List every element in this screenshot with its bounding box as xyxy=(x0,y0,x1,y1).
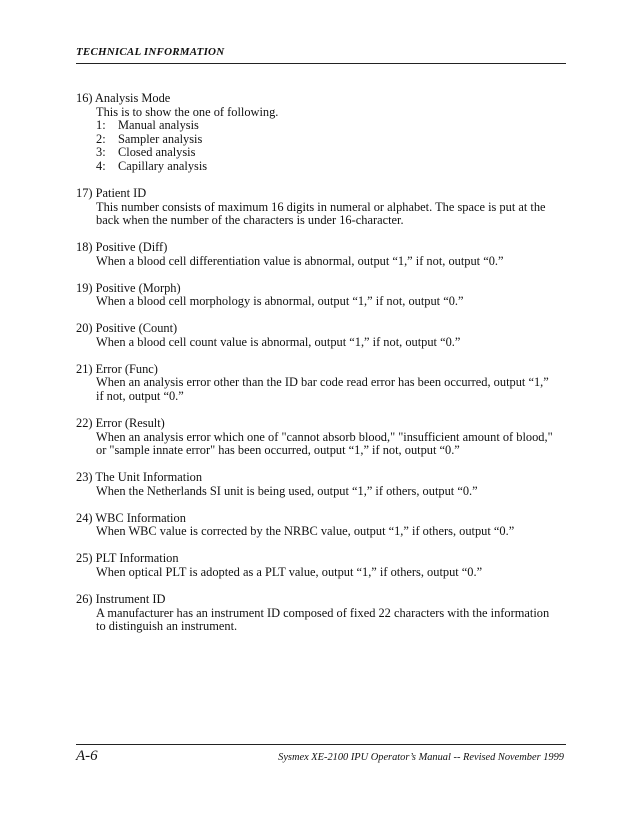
option-row xyxy=(76,119,566,133)
item-body-line: back when the number of the characters is under 16-character. xyxy=(96,213,404,228)
item-body-line: to distinguish an instrument. xyxy=(96,619,238,634)
option-row xyxy=(76,160,566,174)
item-body-line: When a blood cell morphology is abnormal, output “1,” if not, output “0.” xyxy=(96,294,464,309)
page-number: A-6 xyxy=(76,748,98,764)
item-unit-information xyxy=(76,471,566,498)
item-body-line: A manufacturer has an instrument ID composed of fixed 22 characters with the information xyxy=(96,605,550,620)
option-label: Capillary analysis xyxy=(118,158,208,173)
item-title: 16) Analysis Mode xyxy=(76,91,171,105)
item-positive-count xyxy=(76,322,566,349)
footer-rule xyxy=(76,744,566,745)
item-body-line: When an analysis error other than the ID bar code read error has been occurred, output “1,” xyxy=(96,375,549,390)
item-body-line: This number consists of maximum 16 digits in numeral or alphabet. The space is put at the xyxy=(96,199,546,214)
item-title: 26) Instrument ID xyxy=(76,591,166,606)
item-title: 17) Patient ID xyxy=(76,185,147,200)
item-patient-id xyxy=(76,187,566,228)
option-row xyxy=(76,133,566,147)
item-body-line: When a blood cell differentiation value is abnormal, output “1,” if not, output “0.” xyxy=(96,253,504,268)
item-title: 22) Error (Result) xyxy=(76,416,165,431)
item-title: 19) Positive (Morph) xyxy=(76,280,181,295)
item-title: 23) The Unit Information xyxy=(76,470,203,485)
item-body-line: if not, output “0.” xyxy=(96,389,184,404)
item-title: 20) Positive (Count) xyxy=(76,321,178,336)
item-title: 25) PLT Information xyxy=(76,551,179,566)
item-error-func xyxy=(76,363,566,404)
item-plt-information xyxy=(76,552,566,579)
item-title: 21) Error (Func) xyxy=(76,361,158,376)
option-row xyxy=(76,146,566,160)
item-positive-morph xyxy=(76,282,566,309)
item-positive-diff xyxy=(76,241,566,268)
item-body-line: When WBC value is corrected by the NRBC value, output “1,” if others, output “0.” xyxy=(96,524,515,539)
option-label: Closed analysis xyxy=(118,145,196,160)
item-body-line: When the Netherlands SI unit is being used, output “1,” if others, output “0.” xyxy=(96,483,478,498)
option-number: 4: xyxy=(96,158,106,173)
item-title: 18) Positive (Diff) xyxy=(76,240,168,255)
item-wbc-information xyxy=(76,512,566,539)
option-label: Manual analysis xyxy=(118,118,199,133)
option-number: 3: xyxy=(96,145,106,160)
item-instrument-id xyxy=(76,593,566,634)
manual-title: Sysmex XE-2100 IPU Operator’s Manual -- Revised November 1999 xyxy=(278,752,564,763)
header-rule xyxy=(76,63,566,64)
option-number: 2: xyxy=(96,131,106,146)
item-error-result xyxy=(76,417,566,458)
section-header: TECHNICAL INFORMATION xyxy=(76,46,225,58)
item-body-line: When an analysis error which one of "cannot absorb blood," "insufficient amount of blood," xyxy=(96,429,553,444)
item-body-line: When optical PLT is adopted as a PLT value, output “1,” if others, output “0.” xyxy=(96,564,483,579)
item-body-line: When a blood cell count value is abnormal, output “1,” if not, output “0.” xyxy=(96,334,461,349)
item-analysis-mode xyxy=(76,92,566,174)
document-body xyxy=(76,92,566,647)
item-title: 24) WBC Information xyxy=(76,510,186,525)
item-body-line: This is to show the one of following. xyxy=(96,104,279,119)
option-label: Sampler analysis xyxy=(118,131,203,146)
option-number: 1: xyxy=(96,118,106,133)
item-body-line: or "sample innate error" has been occurred, output “1,” if not, output “0.” xyxy=(96,443,460,458)
